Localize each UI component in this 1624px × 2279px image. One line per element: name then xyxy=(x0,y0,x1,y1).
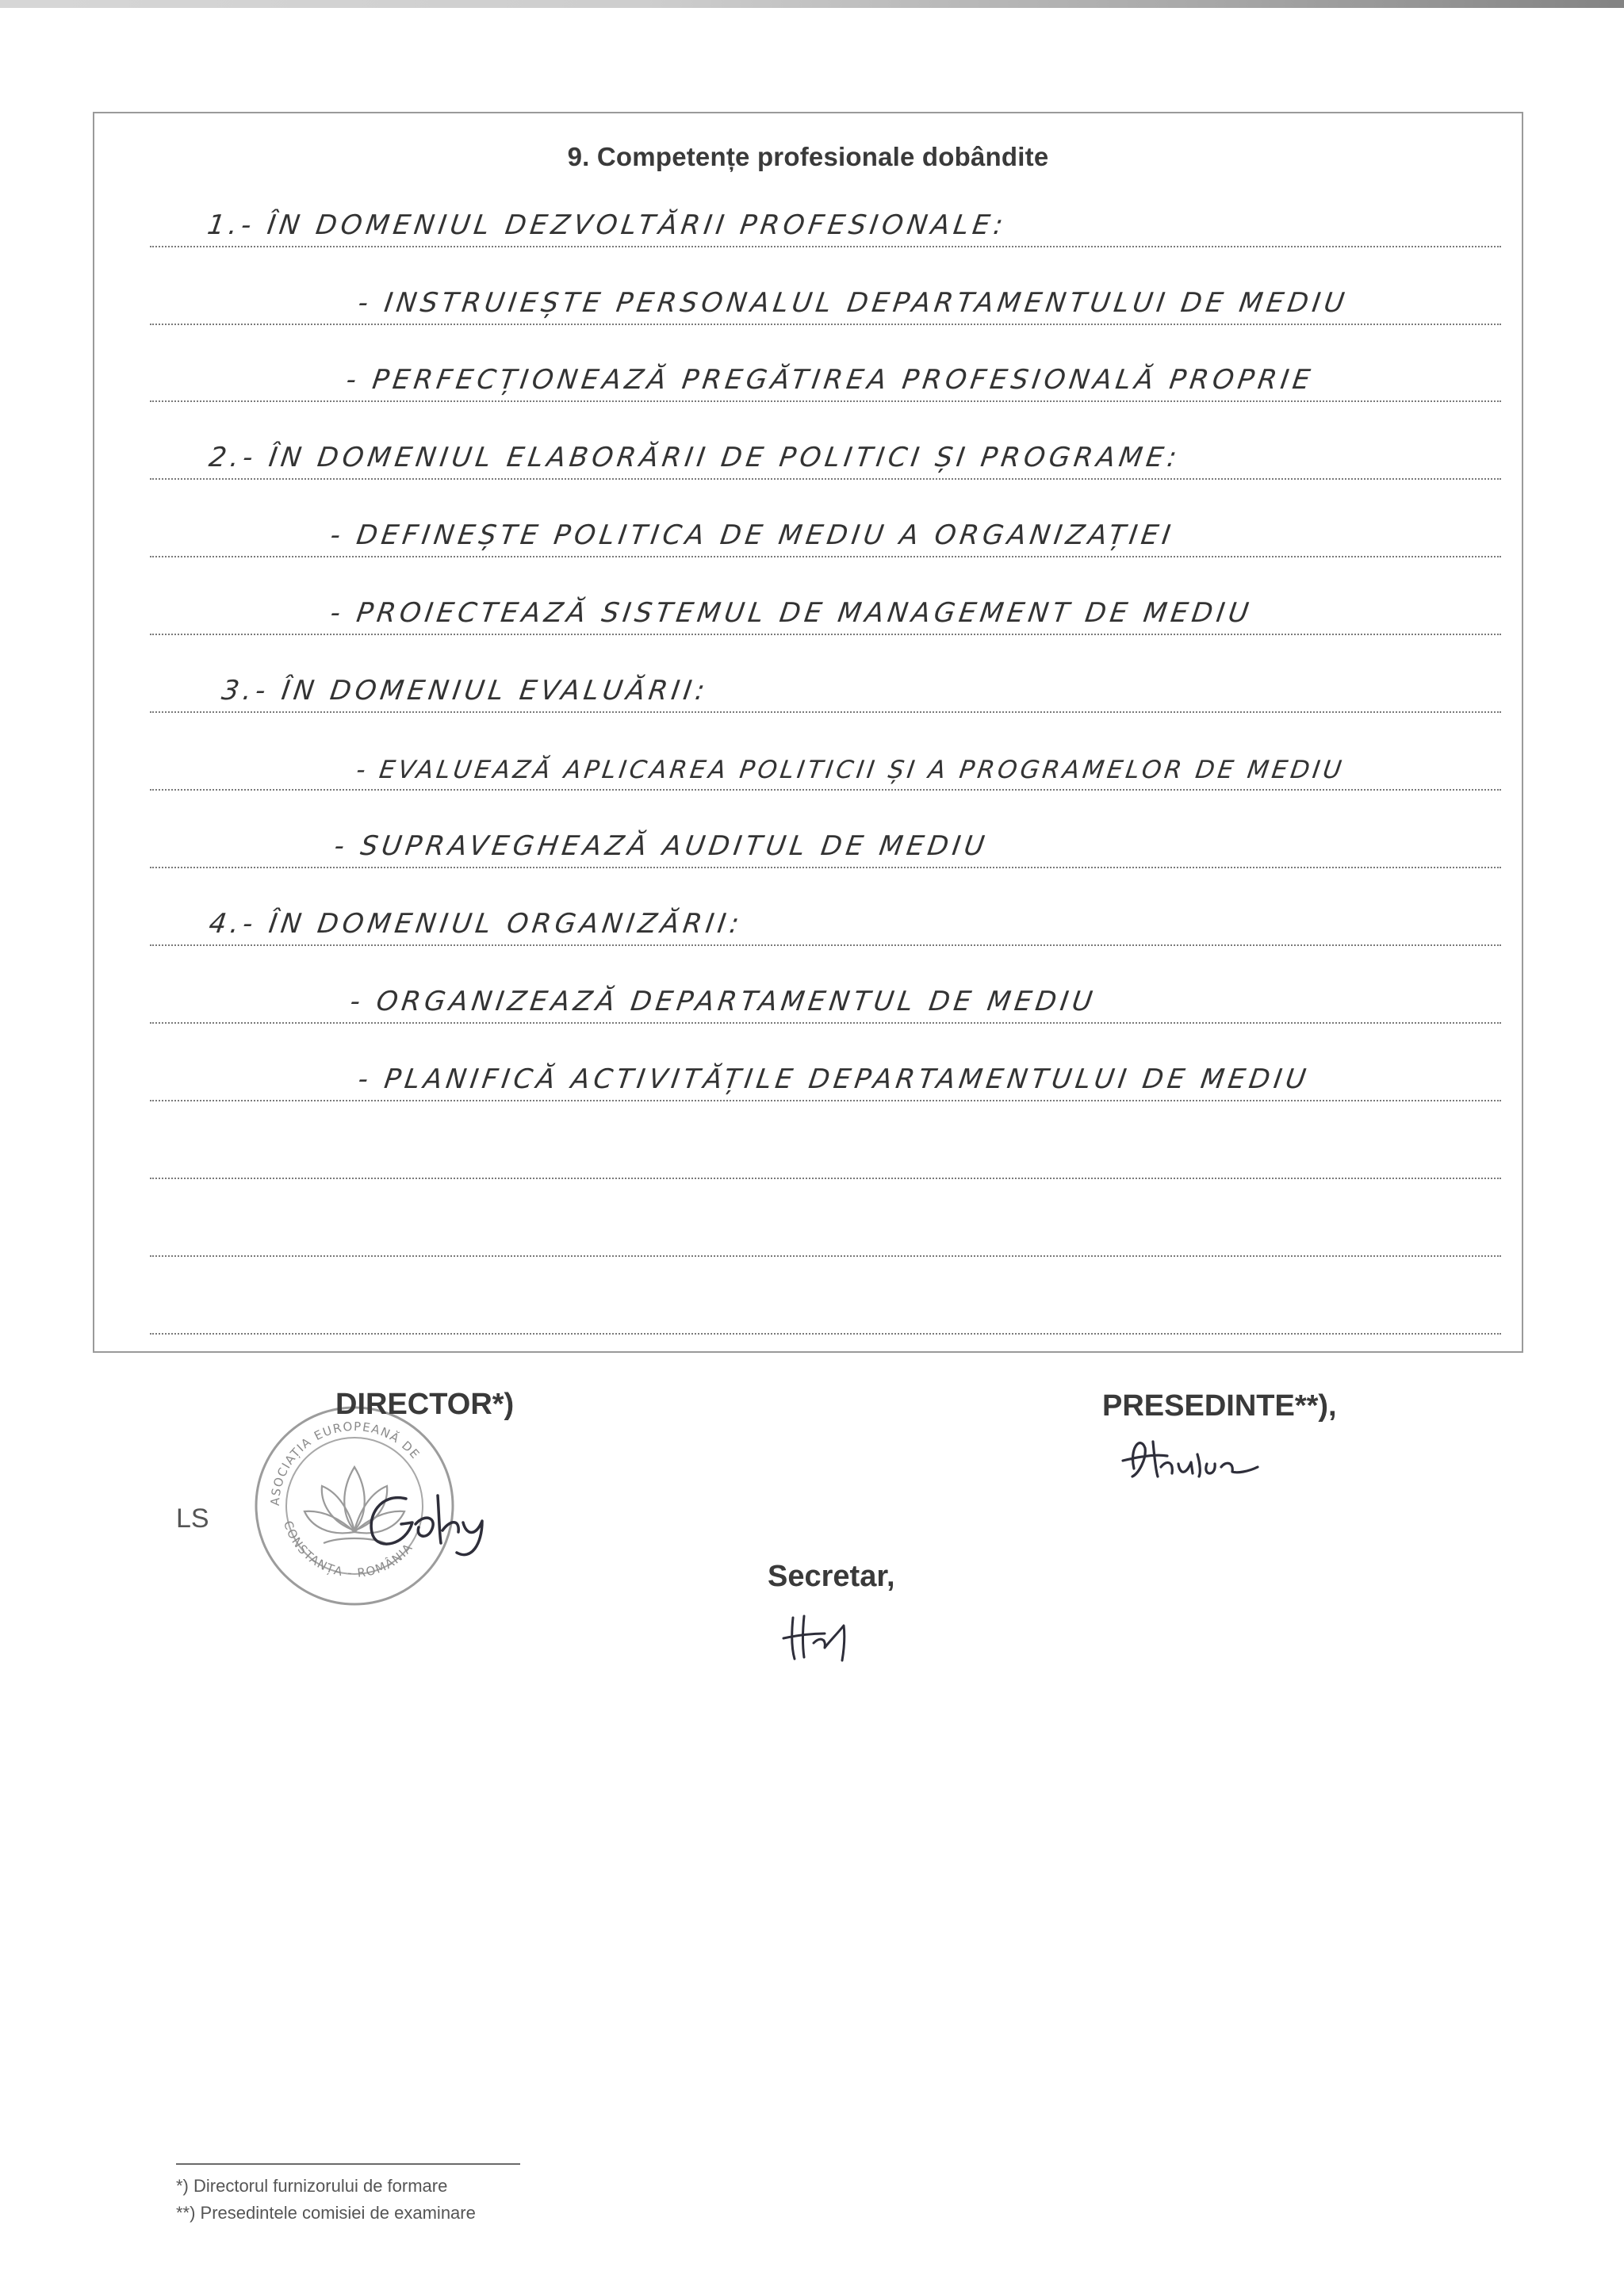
dotted-line xyxy=(150,1255,1501,1257)
dotted-line xyxy=(150,597,1501,635)
presedinte-label: PRESEDINTE**), xyxy=(1102,1389,1337,1423)
secretar-label: Secretar, xyxy=(768,1560,895,1593)
section-title: 9. Competențe profesionale dobândite xyxy=(567,142,1049,171)
handwritten-line: - PLANIFICĂ ACTIVITĂȚILE DEPARTAMENTULUI DE MEDIU xyxy=(356,1063,1312,1095)
handwritten-line: - PROIECTEAZĂ SISTEMUL DE MANAGEMENT DE MEDIU xyxy=(328,597,1254,629)
dotted-line xyxy=(150,519,1501,557)
handwritten-line: - DEFINEȘTE POLITICA DE MEDIU A ORGANIZAȚIEI xyxy=(328,519,1177,551)
scan-edge xyxy=(0,0,1624,8)
dotted-line xyxy=(150,442,1501,480)
dotted-line xyxy=(150,986,1501,1024)
footnote-director: *) Directorul furnizorului de formare xyxy=(176,2176,448,2196)
seal-bottom-text: CONSTANȚA - ROMÂNIA xyxy=(280,1519,416,1580)
handwritten-line: 2.- ÎN DOMENIUL ELABORĂRII DE POLITICI ȘI PROGRAME: xyxy=(207,442,1183,473)
footnote-rule xyxy=(176,2163,520,2165)
dotted-line xyxy=(150,1063,1501,1101)
dotted-line xyxy=(150,675,1501,713)
dotted-line xyxy=(150,287,1501,325)
ls-label: LS xyxy=(176,1503,209,1534)
handwritten-line: - INSTRUIEȘTE PERSONALUL DEPARTAMENTULUI DE MEDIU xyxy=(356,287,1350,319)
dotted-line xyxy=(150,364,1501,402)
handwritten-line: - ORGANIZEAZĂ DEPARTAMENTUL DE MEDIU xyxy=(348,986,1098,1017)
dotted-line xyxy=(150,1333,1501,1335)
handwritten-line: 1.- ÎN DOMENIUL DEZVOLTĂRII PROFESIONALE: xyxy=(205,209,1009,241)
competences-frame xyxy=(93,112,1523,1353)
handwritten-line: 4.- ÎN DOMENIUL ORGANIZĂRII: xyxy=(207,908,745,940)
dotted-line xyxy=(150,830,1501,868)
dotted-line xyxy=(150,1178,1501,1179)
footnote-presedinte: **) Presedintele comisiei de examinare xyxy=(176,2203,476,2223)
handwritten-line: - EVALUEAZĂ APLICAREA POLITICII ȘI A PROGRAMELOR DE MEDIU xyxy=(354,756,1346,784)
handwritten-line: - PERFECȚIONEAZĂ PREGĂTIREA PROFESIONALĂ PROPRIE xyxy=(344,364,1316,396)
seal-top-text: ASOCIAȚIA EUROPEANĂ DE xyxy=(267,1419,423,1507)
director-label: DIRECTOR*) xyxy=(335,1388,515,1421)
director-signature xyxy=(349,1475,508,1562)
secretar-signature xyxy=(777,1610,864,1665)
handwritten-line: - SUPRAVEGHEAZĂ AUDITUL DE MEDIU xyxy=(332,830,990,862)
dotted-line xyxy=(150,908,1501,946)
dotted-line xyxy=(150,209,1501,247)
handwritten-line: 3.- ÎN DOMENIUL EVALUĂRII: xyxy=(220,675,711,707)
dotted-line xyxy=(150,756,1501,791)
presedinte-signature xyxy=(1118,1427,1277,1491)
